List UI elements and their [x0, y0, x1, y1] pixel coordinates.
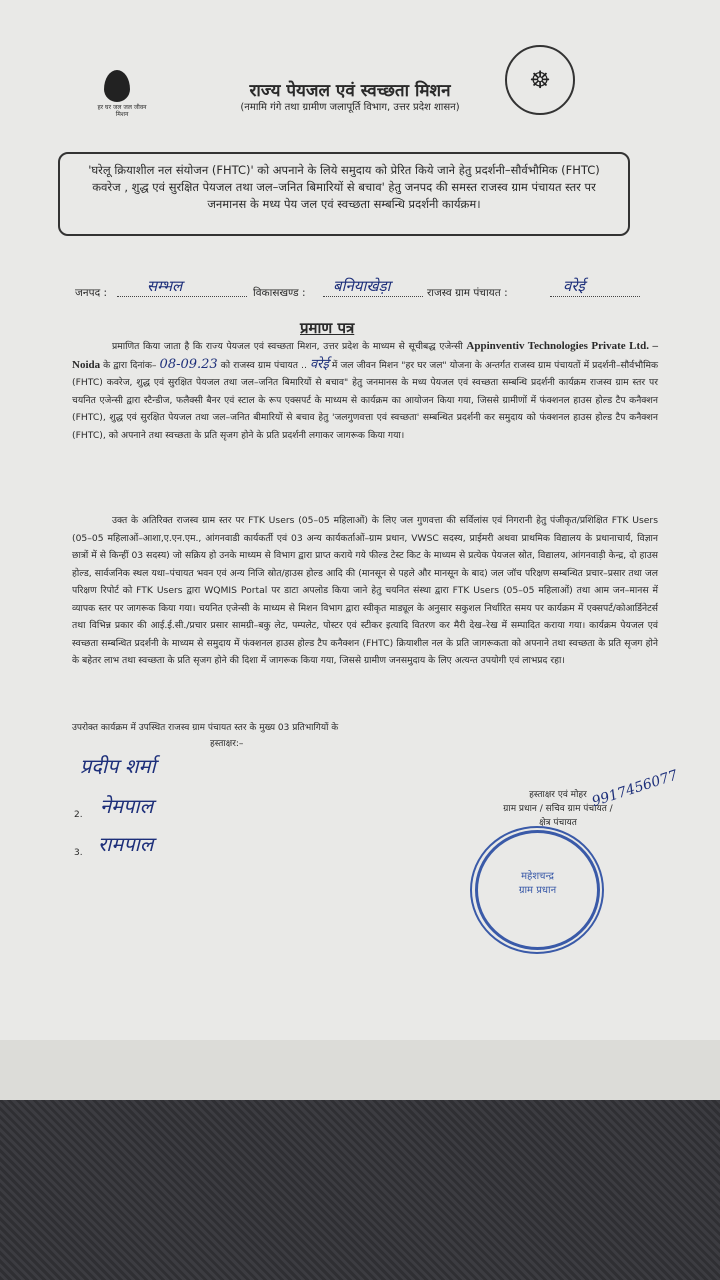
handwritten-phone: 9917456077 — [590, 767, 680, 811]
village-handwritten: वरेई — [309, 356, 329, 372]
district-line — [117, 296, 247, 297]
panchayat-label: राजस्व ग्राम पंचायत : — [427, 287, 508, 299]
signature-stamp-label: हस्ताक्षर एवं मोहर — [529, 790, 587, 800]
participant-signature-1: प्रदीप शर्मा — [80, 754, 156, 778]
program-description-box: 'घरेलू क्रियाशील नल संयोजन (FHTC)' को अपनाने के लिये समुदाय को प्रेरित किये जाने हेतु प्रदर्शनी–सौर्वभौमिक (FHTC) कवरेज , शुद्ध एवं सुरक्षित पेयजल तथा जल–जनित बिमारियों से बचाव' हेतु जनपद की समस्त राजस्व ग्राम पंचायत स्तर पर जनमानस के मध्य पेय जल एवं स्वच्छता सम्बन्धि प्रदर्शनी कार्यक्रम। — [58, 152, 630, 236]
signatures-label: हस्ताक्षर:– — [210, 739, 244, 749]
p1-body: में जल जीवन मिशन "हर घर जल" योजना के अन्तर्गत राजस्व ग्राम पंचायतों में प्रदर्शनी–सौर्वभौमिक (FHTC) कवरेज, शुद्ध एवं सुरक्षित पेयजल तथा जल–जनित बिमारियों से बचाव" हेतु जनमानस के मध्य पेयजल एवं स्वच्छता सम्बन्धि प्रदर्शनी कार्यक्रम राजस्व ग्राम स्तर पर चयनित एजेन्सी द्वारा स्टैन्डीज, फलैक्सी बैनर एवं स्टाल के रूप एक्सपर्ट के माध्यम से कार्यक्रम का आयोजन किया गया, जिससे ग्रामीणों में फंक्शनल हाउस होल्ड टैप कनैक्शन (FHTC), शुद्ध एवं सुरक्षित पेयजल तथा जल–जनित बीमारियों से बचाव हेतु 'जलगुणवत्ता एवं स्वच्छता' सम्बन्धित प्रदर्शनी कर समुदाय को फंक्शनल हाउस होल्ड टैप कनैक्शन (FHTC), को अपनाने तथा स्वच्छता के प्रति सृजग होने के प्रति प्रदर्शनी लगाकर जागरूक किया गया। — [72, 359, 659, 441]
program-date: 08-09.23 — [159, 356, 218, 372]
water-drop-icon — [104, 70, 130, 102]
p1-intro: प्रमाणित किया जाता है कि राज्य पेयजल एवं स्वच्छता मिशन, उत्तर प्रदेश के माध्यम से सूचीबद्ध एजेन्सी — [112, 341, 463, 352]
participant-signature-2: नेमपाल — [100, 794, 154, 818]
mission-title: राज्य पेयजल एवं स्वच्छता मिशन — [249, 81, 451, 101]
panchayat-value: वरेई — [563, 277, 585, 295]
jal-jeevan-mission-logo — [92, 70, 147, 130]
mission-subtitle: (नमामि गंगे तथा ग्रामीण जलापूर्ति विभाग, उत्तर प्रदेश शासन) — [240, 102, 460, 113]
up-govt-emblem-icon: ☸ — [505, 45, 575, 115]
paragraph-2: उक्त के अतिरिक्त राजस्व ग्राम स्तर पर FTK Users (05–05 महिलाओं) के लिए जल गुणवत्ता की सर्विलांस एवं निगरानी हेतु पंजीकृत/प्रशिक्षित FTK Users (05–05 महिलाओं–आशा,ए.एन.एम., आंगनवाडी कार्यकर्ती एवं 03 अन्य कार्यकर्ताओं–ग्राम प्रधान, VWSC सदस्य, प्राईमरी अथवा प्राथमिक विद्यालय के प्रधानाचार्य, विज्ञान छात्रों में से किन्हीं 03 सदस्य) जो सक्रिय हो उनके माध्यम से विभाग द्वारा प्राप्त कराये गये फील्ड टेस्ट किट के माध्यम से प्रत्येक पेयजल स्रोत, विद्यालय, आंगनवाड़ी केन्द्र, दो हाउस होल्ड, सार्वजनिक स्थल यथा–पंचायत भवन एवं अन्य निजि स्रोत/हाउस होल्ड आदि की (मानसून से पहले और मानसून के बाद) जल जॉच परिक्षण सम्बन्धित प्रचार–प्रसार तथा जल परिक्षण रिपोर्ट को FTK Users द्वारा WQMIS Portal पर डाटा अपलोड किया जाने हेतु चयनित संस्था द्वारा FTK Users (05–05 महिलाओं) तथा आम जन–मानस में व्यापक स्तर पर जागरूक किया गया। चयनित एजेन्सी के माध्यम से मिशन विभाग द्वारा स्वीकृत माड्यूल के अनुसार सकुशल निर्धारित समय पर कार्यक्रम में एक्सपर्ट/कोआर्डिनेटर्स तथा विभिन्न प्रकार की आई.ई.सी./प्रचार प्रसार सामग्री–बकु लेट, पम्पलेट, पोस्टर एवं स्टीकर इत्यादि वितरण कर मैरी देख–रेख में सम्पादित कराया गया। कार्यक्रम पेयजल एवं स्वच्छता सम्बन्धित प्रदर्शनी के माध्यम से समुदाय में फंक्शनल हाउस होल्ड टैप कनैक्शन (FHTC) क्रियाशील नल के प्रति जागरूकता को अपनाने तथा स्वच्छता के प्रति सृजग होने के बहेतर लाभ तथा स्वच्छता के प्रति सृजग होने की दिशा में जागरूक किया गया, जिससे ग्रामीण जनसमुदाय के लिए अत्यन्त उपयोगी एवं लाभप्रद रहा। — [72, 515, 658, 666]
participant-signature-3: रामपाल — [98, 832, 154, 856]
logo-caption: हर घर जल जल जीवन मिशन — [97, 104, 147, 118]
participant-number-3: 3. — [74, 848, 83, 858]
certificate-title: प्रमाण पत्र — [300, 319, 355, 337]
paragraph-1 — [72, 338, 658, 444]
signatory-role: ग्राम प्रधान / सचिव ग्राम पंचायत / — [503, 804, 613, 814]
district-value: सम्भल — [147, 277, 183, 295]
p1-date-label: के द्वारा दिनांक– — [103, 359, 157, 371]
participant-number-2: 2. — [74, 810, 83, 820]
underlying-page — [0, 1040, 720, 1100]
background-surface — [0, 1100, 720, 1280]
participants-note: उपरोक्त कार्यक्रम में उपस्थित राजस्व ग्राम पंचायत स्तर के मुख्य 03 प्रतिभागियों के — [72, 723, 339, 733]
p1-panchayat-label: को राजस्व ग्राम पंचायत .. — [220, 359, 307, 371]
agency-name: Appinventiv Technologies Private Ltd. – Noida — [72, 340, 659, 371]
pradhan-stamp — [475, 830, 600, 950]
stamp-text: महेशचन्द्र ग्राम प्रधान — [518, 871, 557, 896]
district-label: जनपद : — [75, 287, 108, 299]
block-line — [323, 296, 423, 297]
signatory-role-2: क्षेत्र पंचायत — [539, 818, 577, 828]
block-value: बनियाखेड़ा — [333, 277, 391, 295]
block-label: विकासखण्ड : — [253, 287, 306, 299]
panchayat-line — [550, 296, 640, 297]
